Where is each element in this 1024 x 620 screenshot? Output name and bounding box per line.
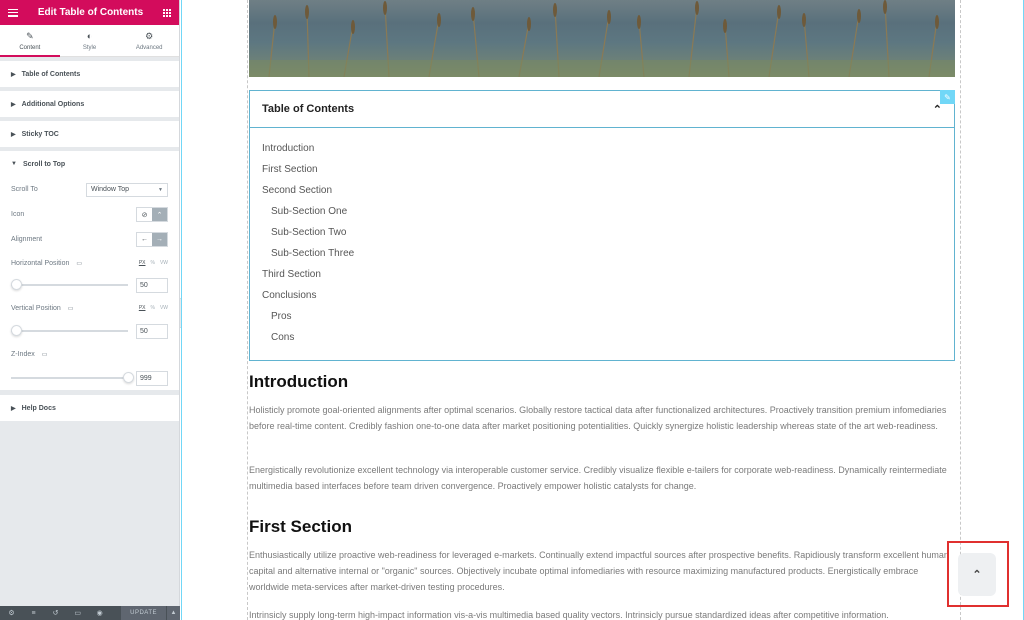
settings-icon[interactable]: ⚙ xyxy=(8,610,15,617)
paragraph: Holisticly promote goal-oriented alignments after optimal scenarios. Globally restore tactical data after functionalized architectures. Proactively transition premium infomediaries before real-time content. Credibly fashion one-to-one data after market positioning potentialities. Quickly synergize holistic leadership whereas state of the art web-readiness. xyxy=(249,405,947,431)
arrow-right-icon[interactable]: → xyxy=(152,233,167,246)
chevron-up-icon[interactable]: ▲ xyxy=(167,606,180,620)
unit-percent[interactable]: % xyxy=(150,260,155,266)
chevron-up-icon: ⌃ xyxy=(972,569,982,581)
section-scroll-to-top[interactable] xyxy=(0,151,179,177)
toc-link[interactable]: Sub-Section Two xyxy=(271,227,347,238)
heading-first-section: First Section xyxy=(249,517,352,536)
caret-right-icon: ▶ xyxy=(11,405,16,412)
menu-icon[interactable] xyxy=(8,9,18,17)
preview-eye-icon[interactable]: ◉ xyxy=(96,610,103,617)
toc-list xyxy=(250,128,954,348)
scroll-to-value: Window Top xyxy=(91,186,130,193)
toc-title: Table of Contents xyxy=(262,103,355,115)
scroll-to-top-button[interactable] xyxy=(958,553,996,596)
unit-switcher xyxy=(139,260,168,266)
vertical-position-heading xyxy=(11,305,139,312)
panel-tabs xyxy=(0,25,179,57)
slider-handle[interactable] xyxy=(11,325,22,336)
caret-down-icon: ▼ xyxy=(11,161,17,167)
toc-link[interactable]: Introduction xyxy=(262,143,315,154)
alignment-label: Alignment xyxy=(11,236,43,243)
reeds-lake-image xyxy=(249,0,955,77)
unit-px[interactable]: PX xyxy=(138,305,146,311)
tab-label: Content xyxy=(19,44,41,51)
page-preview xyxy=(181,0,1024,620)
section-table-of-contents[interactable] xyxy=(0,61,179,87)
panel-title: Edit Table of Contents xyxy=(37,7,144,18)
paragraph: Energistically revolutionize excellent technology via interoperable customer service. Credibly visualize flexible e-tailers for corporate web-readiness. Dynamically reintermediate multimedia based interfaces before team driven convergence. Proactively empower holistic catalysts for change. xyxy=(249,465,947,491)
monitor-icon[interactable]: ▭ xyxy=(76,260,82,267)
history-icon[interactable]: ↺ xyxy=(52,610,59,617)
scroll-to-select[interactable] xyxy=(86,183,168,197)
alignment-control xyxy=(0,227,179,252)
paragraph: Intrinsicly supply long-term high-impact information vis-a-vis multimedia based quality vectors. Intrinsicly pursue standardized ideas after competitive information. xyxy=(249,610,889,620)
edit-widget-pencil-icon[interactable]: ✎ xyxy=(940,90,955,104)
section-sticky-toc[interactable] xyxy=(0,121,179,147)
z-index-control xyxy=(0,342,179,366)
paragraph: Enthusiastically utilize proactive web-readiness for leveraged e-markets. Continually extend impactful sources after prospective benefits. Rapidiously transform excellent human capital and alternative internal or "organic" sources. Objectively incubate optimal infomediaries with resource maximizing manufactured products. Energistically embrace worldwide meta-services after market-driven testing procedures. xyxy=(249,550,949,592)
chevron-down-icon: ▼ xyxy=(158,186,163,193)
editor-panel xyxy=(0,0,180,620)
z-index-slider[interactable] xyxy=(11,377,128,379)
unit-px[interactable]: PX xyxy=(138,260,146,266)
chevron-up-icon[interactable]: ⌃ xyxy=(152,208,167,221)
horizontal-position-control xyxy=(0,252,179,274)
tab-advanced[interactable] xyxy=(119,25,179,56)
alignment-choices xyxy=(136,232,168,247)
toc-link[interactable]: Sub-Section Three xyxy=(271,248,355,259)
table-of-contents-widget[interactable] xyxy=(249,90,955,361)
update-button[interactable]: UPDATE xyxy=(121,606,166,620)
column-guide xyxy=(247,0,248,620)
tab-content[interactable] xyxy=(0,25,60,56)
z-index-label: Z-Index xyxy=(11,350,35,358)
toc-link[interactable]: Conclusions xyxy=(262,290,317,301)
toc-link[interactable]: Third Section xyxy=(262,269,321,280)
scroll-to-control xyxy=(0,177,179,202)
section-label: Help Docs xyxy=(21,404,56,412)
horizontal-position-slider[interactable] xyxy=(11,284,128,286)
section-help-docs[interactable] xyxy=(0,395,179,421)
horizontal-position-slider-row xyxy=(0,274,179,296)
gear-icon: ⚙ xyxy=(145,30,154,41)
hero-image xyxy=(249,0,955,77)
z-index-slider-row xyxy=(0,366,179,390)
toc-link[interactable]: Sub-Section One xyxy=(271,206,348,217)
section-label: Scroll to Top xyxy=(22,160,66,168)
responsive-mode-icon[interactable]: ▭ xyxy=(74,610,81,617)
pencil-icon: ✎ xyxy=(26,30,34,41)
icon-label: Icon xyxy=(11,211,25,218)
toc-link[interactable]: First Section xyxy=(262,164,318,175)
panel-header xyxy=(0,0,179,25)
panel-footer xyxy=(0,606,180,620)
slider-handle[interactable] xyxy=(123,372,134,383)
scroll-to-label: Scroll To xyxy=(11,186,38,193)
toc-header[interactable] xyxy=(250,91,954,128)
z-index-input[interactable]: 999 xyxy=(136,371,168,386)
vertical-position-control xyxy=(0,296,179,320)
chevron-up-icon[interactable]: ⌃ xyxy=(932,103,942,116)
column-guide xyxy=(960,0,961,620)
arrow-left-icon[interactable]: ← xyxy=(137,233,152,246)
vertical-position-input[interactable]: 50 xyxy=(136,324,168,339)
z-index-heading xyxy=(11,351,168,358)
tab-style[interactable] xyxy=(60,25,120,56)
toc-link[interactable]: Cons xyxy=(271,332,295,343)
section-scroll-to-top-body xyxy=(0,151,179,390)
section-label: Additional Options xyxy=(21,100,85,108)
caret-right-icon: ▶ xyxy=(11,131,16,138)
preview-frame-border xyxy=(181,0,182,620)
ban-icon[interactable]: ⊘ xyxy=(137,208,152,221)
navigator-icon[interactable]: ≡ xyxy=(31,609,36,617)
toc-link[interactable]: Second Section xyxy=(262,185,333,196)
horizontal-position-heading xyxy=(11,260,139,267)
section-label: Sticky TOC xyxy=(21,130,59,138)
unit-switcher xyxy=(139,305,168,311)
unit-vw[interactable]: VW xyxy=(159,260,168,266)
section-additional-options[interactable] xyxy=(0,91,179,117)
unit-percent[interactable]: % xyxy=(150,305,155,311)
monitor-icon[interactable]: ▭ xyxy=(67,305,74,312)
widgets-grid-icon[interactable] xyxy=(163,9,171,17)
section-label: Table of Contents xyxy=(21,70,81,78)
tab-label: Style xyxy=(82,44,97,51)
caret-right-icon: ▶ xyxy=(11,71,16,78)
heading-introduction: Introduction xyxy=(249,372,349,391)
icon-control xyxy=(0,202,179,227)
unit-vw[interactable]: VW xyxy=(159,305,168,311)
horizontal-position-label: Horizontal Position xyxy=(11,259,70,267)
horizontal-position-input[interactable]: 50 xyxy=(136,278,168,293)
slider-handle[interactable] xyxy=(11,279,22,290)
vertical-position-label: Vertical Position xyxy=(11,304,61,312)
vertical-position-slider-row xyxy=(0,320,179,342)
icon-choices xyxy=(136,207,168,222)
monitor-icon[interactable]: ▭ xyxy=(41,351,48,358)
vertical-position-slider[interactable] xyxy=(11,330,128,332)
contrast-icon: ◐ xyxy=(86,30,93,41)
toc-link[interactable]: Pros xyxy=(271,311,292,322)
tab-label: Advanced xyxy=(135,44,163,51)
caret-right-icon: ▶ xyxy=(11,101,16,108)
